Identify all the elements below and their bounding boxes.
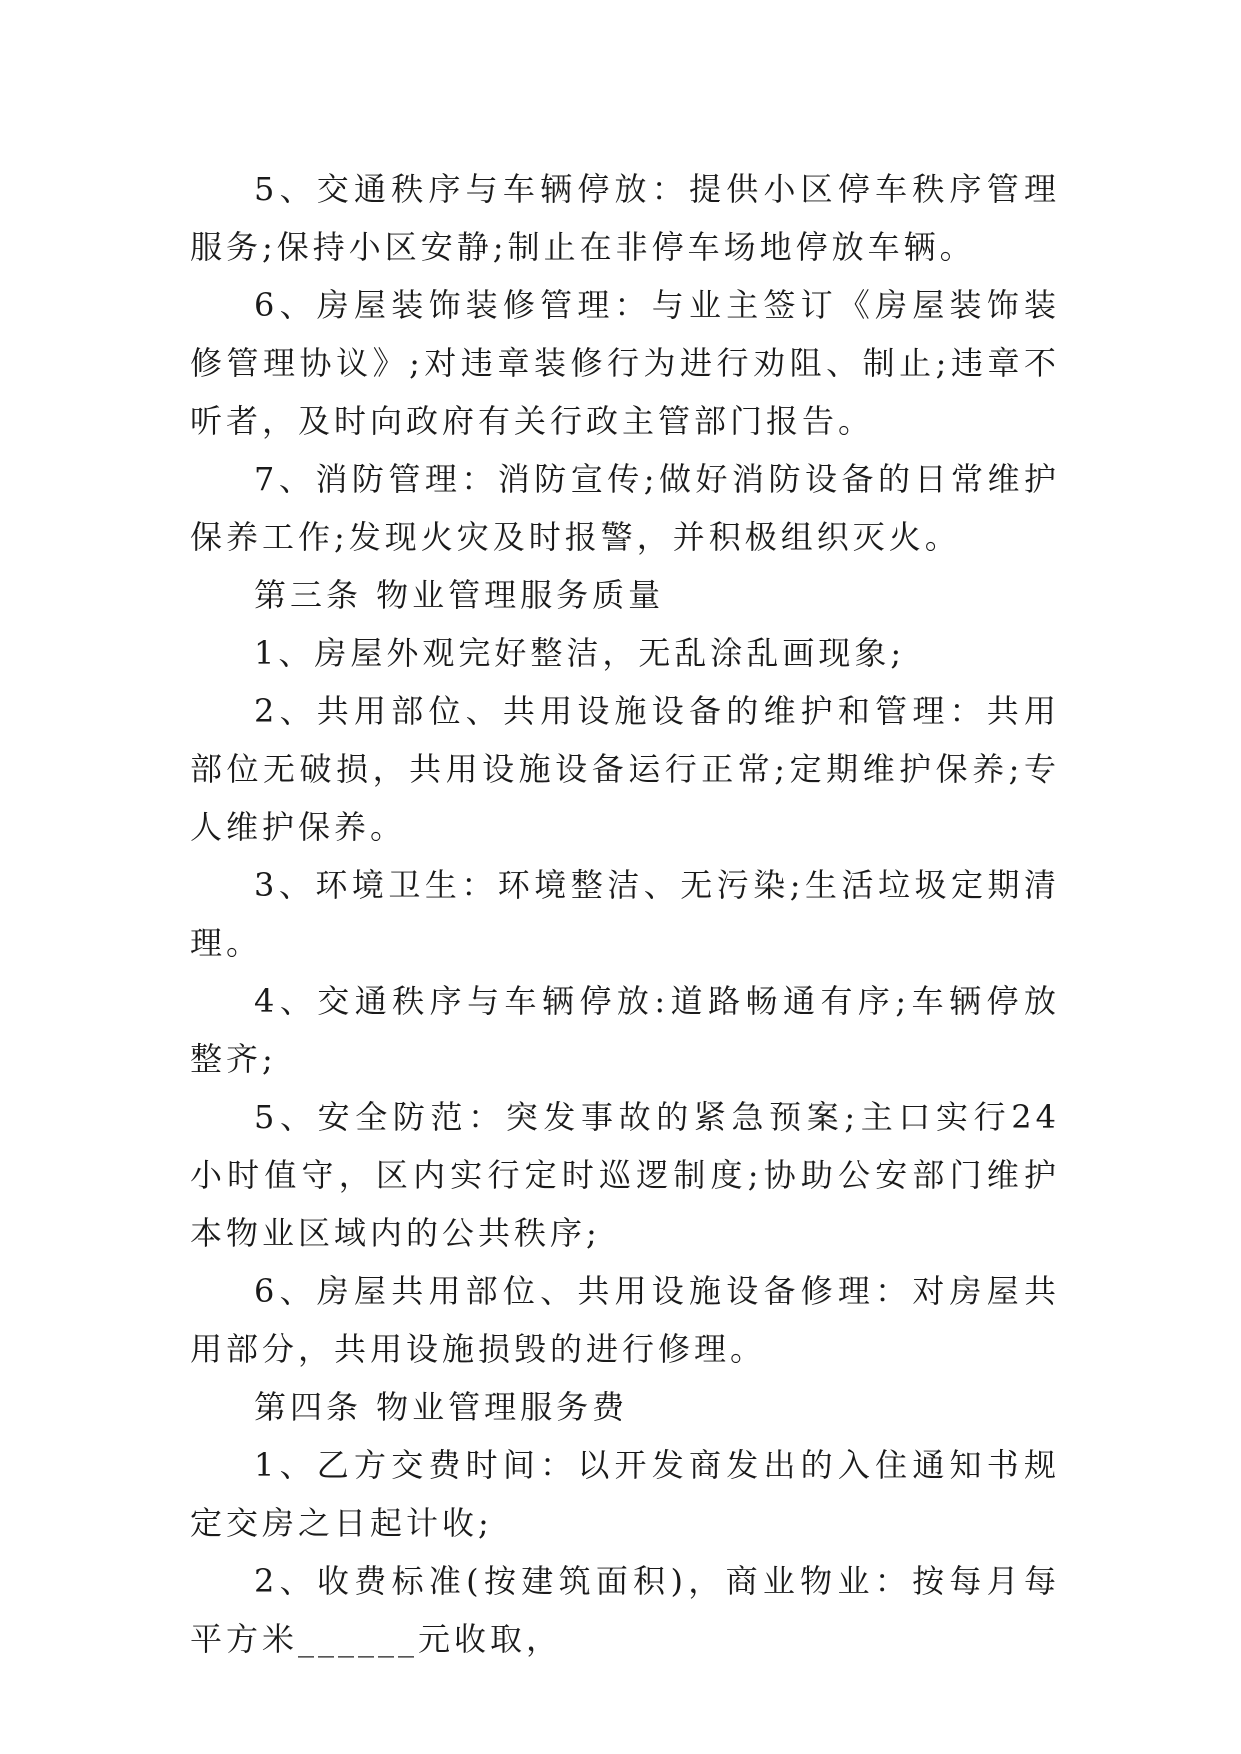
paragraph-traffic-parking: 5、交通秩序与车辆停放：提供小区停车秩序管理服务;保持小区安静;制止在非停车场地停放车辆。 [190,170,1060,266]
paragraph-decoration-management: 6、房屋装饰装修管理：与业主签订《房屋装饰装修管理协议》;对违章装修行为进行劝阻、制止;违章不听者，及时向政府有关行政主管部门报告。 [190,286,1060,440]
section-heading-article-3: 第三条 物业管理服务质量 [254,576,665,614]
paragraph-security: 5、安全防范：突发事故的紧急预案;主口实行24小时值守，区内实行定时巡逻制度;协助公安部门维护本物业区域内的公共秩序; [190,1098,1060,1252]
paragraph-fire-management: 7、消防管理：消防宣传;做好消防设备的日常维护保养工作;发现火灾及时报警，并积极组织灭火。 [190,460,1060,556]
paragraph-fee-standard: 2、收费标准(按建筑面积)，商业物业：按每月每平方米______元收取， [190,1562,1060,1658]
document-body [190,160,1060,1668]
paragraph-shared-repair: 6、房屋共用部位、共用设施设备修理：对房屋共用部分，共用设施损毁的进行修理。 [190,1272,1060,1368]
paragraph-traffic-order: 4、交通秩序与车辆停放:道路畅通有序;车辆停放整齐; [190,982,1060,1078]
paragraph-house-appearance: 1、房屋外观完好整洁，无乱涂乱画现象; [254,634,906,672]
section-heading-article-4: 第四条 物业管理服务费 [254,1388,629,1426]
paragraph-shared-facilities: 2、共用部位、共用设施设备的维护和管理：共用部位无破损，共用设施设备运行正常;定期维护保养;专人维护保养。 [190,692,1060,846]
paragraph-environment-hygiene: 3、环境卫生：环境整洁、无污染;生活垃圾定期清理。 [190,866,1060,962]
paragraph-payment-time: 1、乙方交费时间：以开发商发出的入住通知书规定交房之日起计收; [190,1446,1060,1542]
